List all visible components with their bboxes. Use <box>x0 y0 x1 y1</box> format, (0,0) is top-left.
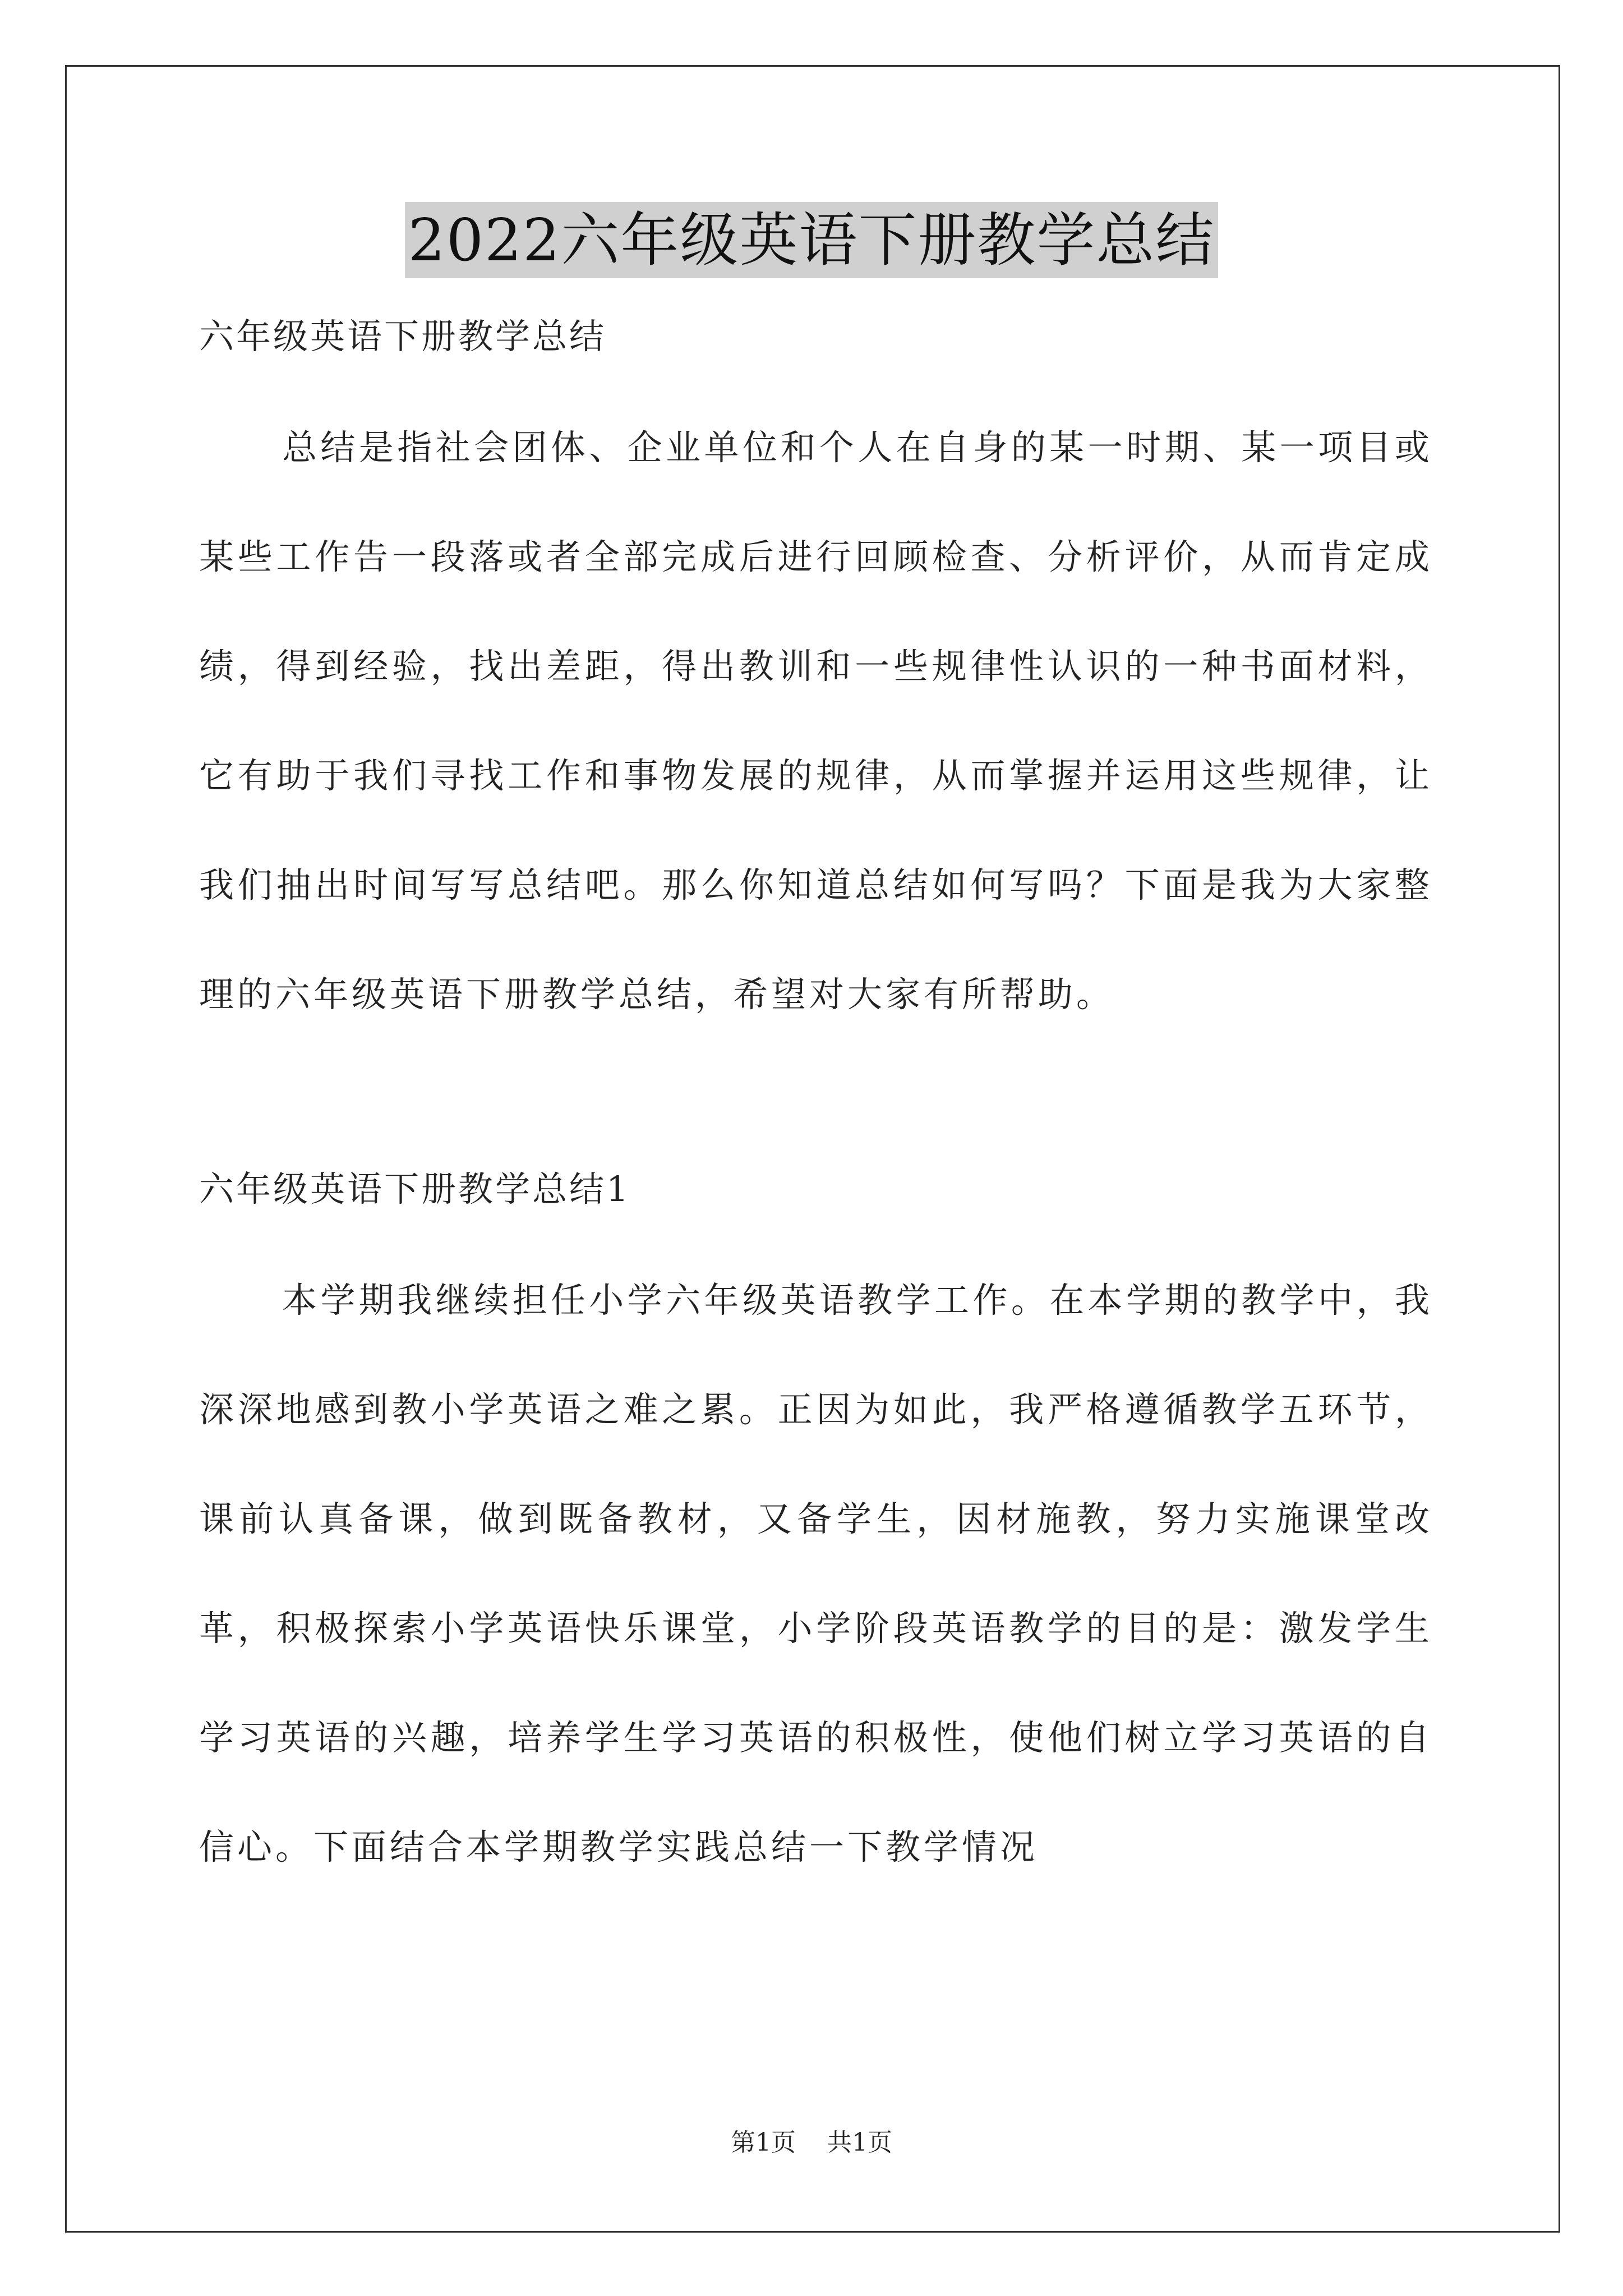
section-paragraph-intro: 总结是指社会团体、企业单位和个人在自身的某一时期、某一项目或某些工作告一段落或者全部完成后进行回顾检查、分析评价，从而肯定成绩，得到经验，找出差距，得出教训和一些规律性认识的一种书面材料，它有助于我们寻找工作和事物发展的规律，从而掌握并运用这些规律，让我们抽出时间写写总结吧。那么你知道总结如何写吗？下面是我为大家整理的六年级英语下册教学总结，希望对大家有所帮助。 <box>199 427 1433 1015</box>
page-footer <box>0 2126 1623 2160</box>
title-area <box>0 202 1623 278</box>
document-body <box>199 314 1433 1902</box>
section-heading-intro: 六年级英语下册教学总结 <box>199 316 607 357</box>
document-title: 2022六年级英语下册教学总结 <box>405 202 1219 278</box>
section-paragraph-summary-1: 本学期我继续担任小学六年级英语教学工作。在本学期的教学中，我深深地感到教小学英语之难之累。正因为如此，我严格遵循教学五环节，课前认真备课，做到既备教材，又备学生，因材施教，努力实施课堂改革，积极探索小学英语快乐课堂，小学阶段英语教学的目的是：激发学生学习英语的兴趣，培养学生学习英语的积极性，使他们树立学习英语的自信心。下面结合本学期教学实践总结一下教学情况 <box>199 1280 1433 1867</box>
section-heading-summary-1: 六年级英语下册教学总结1 <box>199 1168 631 1209</box>
page-total: 共1页 <box>827 2128 892 2157</box>
page-number: 第1页 <box>731 2128 796 2157</box>
